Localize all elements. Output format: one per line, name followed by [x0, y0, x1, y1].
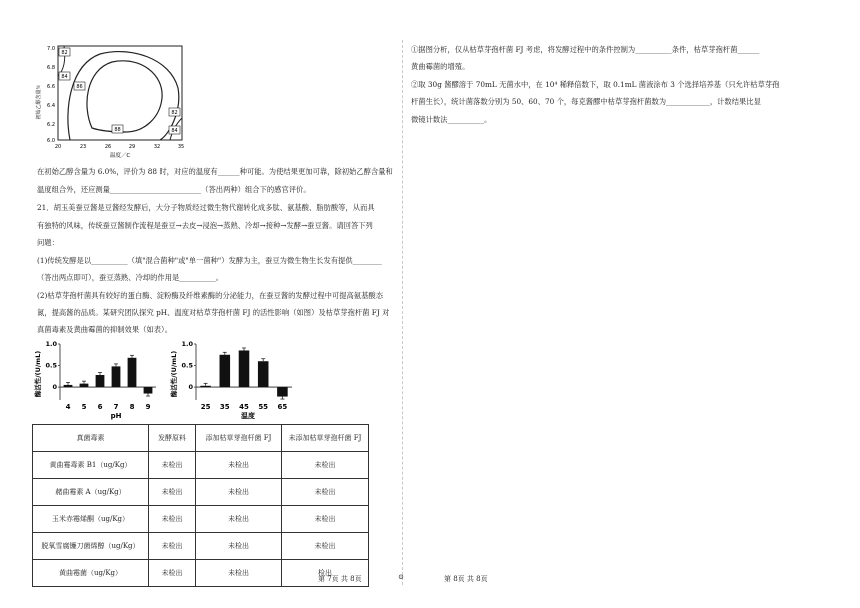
right-text-line: 微镜计数法__________。 — [411, 115, 492, 124]
table-header-cell: 添加枯草芽孢杆菌 FJ — [196, 425, 282, 452]
ph-chart-x-tick-label: 6 — [97, 403, 103, 411]
ph-chart-x-tick-label: 4 — [65, 403, 71, 411]
contour-label: 84 — [171, 128, 178, 134]
contour-y-tick: 6.6 — [47, 84, 55, 90]
table-row — [33, 452, 369, 479]
temp-chart-xlabel: 温度 — [241, 412, 255, 420]
contour-label: 86 — [76, 84, 83, 90]
table-cell: 未检出 — [149, 560, 196, 587]
contour-y-tick: 6.8 — [47, 65, 55, 71]
temp-chart-y-tick-label: 0 — [188, 383, 193, 392]
contour-y-tick: 6.4 — [47, 103, 55, 109]
ph-chart-bar — [96, 375, 105, 387]
right-text-line: 杆菌生长），统计菌落数分别为 50、60、70 个，每克酱醪中枯草芽孢杆菌数为____________，计数结果比显 — [411, 97, 761, 106]
table-cell: 未检出 — [196, 452, 282, 479]
ph-chart-xlabel: pH — [110, 412, 122, 420]
right-text-line: ②取 30g 酱醪溶于 70mL 无菌水中，在 10⁴ 稀释倍数下，取 0.1mL 菌液涂布 3 个选择培养基（只允许枯草芽孢 — [411, 80, 780, 89]
contour-x-tick: 26 — [104, 144, 112, 150]
table-cell: 未检出 — [149, 452, 196, 479]
table-cell: 检出 — [282, 560, 369, 587]
right-text-line: ①据图分析，仅从枯草芽孢杆菌 FJ 考虑，将发酵过程中的条件控制为__________条件，枯草芽孢杆菌______ — [411, 45, 760, 54]
contour-x-tick: 32 — [153, 144, 161, 150]
left-text-line: 温度组合外，还应测量_________________________（答出两种）组合下的感官评价。 — [37, 185, 311, 194]
contour-y-tick: 7.0 — [47, 46, 55, 52]
table-cell: 未检出 — [282, 533, 369, 560]
contour-label: 88 — [114, 127, 121, 133]
table-cell: 未检出 — [149, 479, 196, 506]
table-cell: 赭曲霉素 A（ug/Kg） — [33, 479, 149, 506]
contour-x-tick: 23 — [79, 144, 87, 150]
table-cell: 未检出 — [149, 533, 196, 560]
contour-x-tick: 20 — [54, 144, 62, 150]
table-cell: 玉米赤霉烯酮（ug/Kg） — [33, 506, 149, 533]
ph-chart-x-tick-label: 5 — [81, 403, 87, 411]
contour-x-tick: 29 — [128, 144, 136, 150]
contour-mid — [87, 61, 162, 132]
table-header-cell: 发酵原料 — [149, 425, 196, 452]
contour-x-tick: 35 — [177, 144, 185, 150]
temp-chart-y-tick-label: 0.5 — [181, 361, 193, 370]
ph-chart-ylabel: 酶活性/(U/mL) — [34, 350, 42, 398]
column-divider — [402, 40, 403, 585]
temp-chart-bar — [239, 350, 250, 387]
table-cell: 未检出 — [282, 506, 369, 533]
page-number-left: 第 7页 共 8页 — [318, 575, 362, 583]
contour-label: 82 — [171, 110, 178, 116]
contour-y-title: 初始乙醇含量％ — [36, 84, 42, 120]
temp-chart-x-tick-label: 25 — [200, 403, 211, 411]
ph-activity-chart — [32, 338, 162, 420]
q21-line: 有独特的风味，传统蚕豆酱制作流程是蚕豆→去皮→浸泡→蒸熟、冷却→接种→发酵→蚕豆酱。请回答下列 — [37, 221, 373, 230]
page-number-right: 第 8页 共 8页 — [444, 575, 488, 583]
contour-y-tick: 6.2 — [47, 122, 55, 128]
contour-chart — [30, 40, 190, 160]
table-header-cell: 未添加枯草芽孢杆菌 FJ — [282, 425, 369, 452]
sub-question-1: (1)传统发酵是以__________（填"混合菌种"或"单一菌种"）发酵为主，蚕豆为微生物生长发有提供________ — [37, 256, 382, 265]
ph-chart-x-tick-label: 8 — [129, 403, 135, 411]
q21-line: 21．胡玉美蚕豆酱是豆酱经发酵后，大分子物质经过微生物代谢转化成多肽、氨基酸、脂肪酸等，从而具 — [37, 203, 375, 212]
table-cell: 未检出 — [149, 506, 196, 533]
binding-mark-icon: ⊙ — [398, 573, 404, 581]
table-cell: 黄曲霉毒素 B1（ug/Kg） — [33, 452, 149, 479]
table-cell: 脱氧雪腐镰刀菌烯醇（ug/Kg） — [33, 533, 149, 560]
sub-question-2: 真菌毒素及黄曲霉菌的抑制效果（如表）。 — [37, 325, 172, 334]
table-cell: 未检出 — [196, 479, 282, 506]
temp-chart-y-tick-label: 1.0 — [181, 340, 193, 348]
temp-chart-bar — [220, 355, 231, 387]
ph-chart-bar — [112, 366, 121, 387]
ph-chart-y-tick-label: 0 — [52, 383, 57, 392]
table-cell: 未检出 — [196, 506, 282, 533]
sub-question-2: (2)枯草芽孢杆菌具有较好的蛋白酶、淀粉酶及纤维素酶的分泌能力，在蚕豆酱的发酵过程中可提高氨基酸态 — [37, 291, 383, 300]
ph-chart-x-tick-label: 7 — [113, 403, 119, 411]
contour-y-tick: 6.0 — [47, 138, 55, 144]
ph-chart-y-tick-label: 0.5 — [45, 361, 57, 370]
table-header-row — [33, 425, 369, 452]
table-cell: 黄曲霉菌（ug/Kg） — [33, 560, 149, 587]
right-text-line: 黄曲霉菌的增殖。 — [411, 62, 470, 71]
left-text-line: 在初始乙醇含量为 6.0%，评价为 88 时，对应的温度有______种可能。为使结果更加可靠，除初始乙醇含量和 — [37, 167, 393, 176]
table-cell: 未检出 — [196, 533, 282, 560]
table-row — [33, 506, 369, 533]
temp-chart-x-tick-label: 35 — [219, 403, 230, 411]
table-cell: 未检出 — [282, 479, 369, 506]
ph-chart-bar — [128, 358, 137, 387]
mycotoxin-table — [32, 424, 369, 587]
temp-chart-x-tick-label: 65 — [277, 403, 288, 411]
ph-chart-y-tick-label: 1.0 — [45, 340, 57, 348]
q21-line: 问题： — [37, 238, 59, 247]
temp-chart-bar — [258, 361, 269, 387]
contour-y-tick-labels — [47, 46, 55, 144]
table-row — [33, 479, 369, 506]
contour-x-title: 温度／C — [109, 153, 131, 159]
sub-question-2: 氮，提高酱的品质。某研究团队探究 pH、温度对枯草芽孢杆菌 FJ 的活性影响（如图）及枯草芽孢杆菌 FJ 对 — [37, 308, 390, 317]
ph-chart-bar — [144, 387, 153, 393]
temp-chart-ylabel: 酶活性/(U/mL) — [170, 350, 178, 398]
temp-chart-bar — [200, 386, 211, 387]
table-cell: 未检出 — [282, 452, 369, 479]
ph-chart-x-tick-label: 9 — [145, 403, 151, 411]
sub-question-1: （答出两点即可），蚕豆蒸熟、冷却的作用是__________。 — [37, 273, 224, 282]
temp-chart-bar — [277, 387, 288, 396]
contour-x-tick-labels — [55, 144, 184, 150]
temp-chart-x-tick-label: 45 — [239, 403, 249, 411]
temperature-activity-chart — [168, 338, 298, 420]
table-cell: 未检出 — [196, 560, 282, 587]
contour-label: 82 — [61, 50, 68, 56]
table-row — [33, 533, 369, 560]
temp-chart-x-tick-label: 55 — [258, 403, 269, 411]
ph-chart-bar — [80, 384, 89, 387]
contour-label: 84 — [61, 74, 68, 80]
ph-chart-bar — [64, 385, 73, 387]
table-header-cell: 真菌毒素 — [33, 425, 149, 452]
